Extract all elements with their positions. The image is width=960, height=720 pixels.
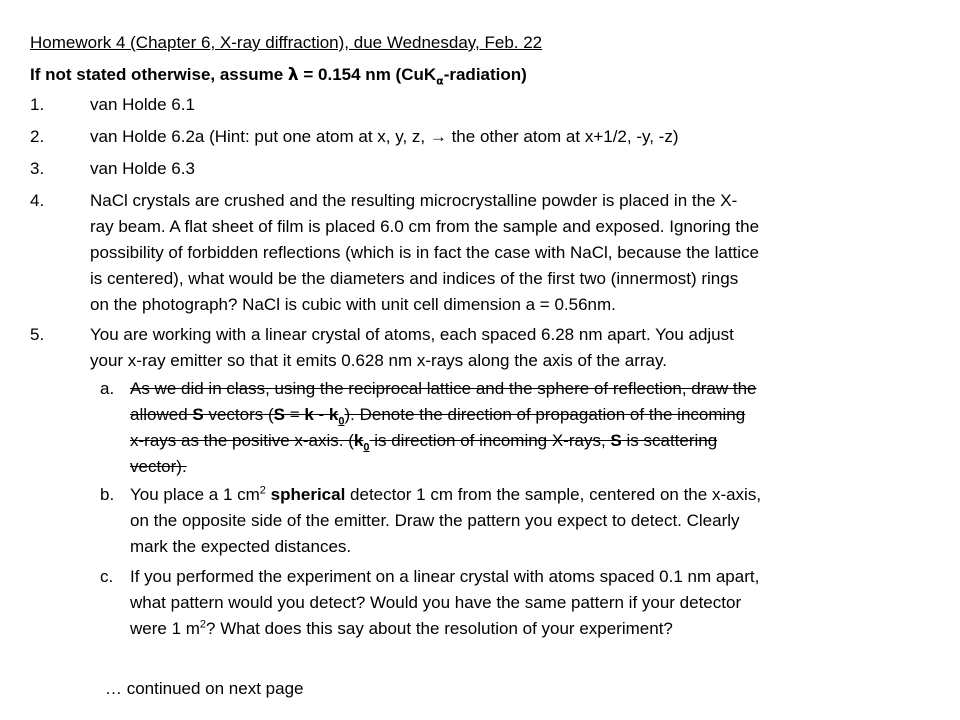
text-part: were 1 m: [130, 619, 200, 638]
list-item-2: [30, 124, 930, 150]
vector-k0: k: [353, 431, 364, 450]
list-item-4: [30, 188, 940, 318]
list-item-5: [30, 322, 940, 374]
subscript-zero: 0: [338, 415, 345, 428]
subitem-letter: b.: [100, 485, 115, 504]
text-part: is scattering: [621, 431, 718, 450]
text-part: ? What does this say about the resolution of your experiment?: [206, 619, 673, 638]
text-part: x-rays as the positive x-axis. (: [130, 431, 354, 450]
item-line: on the photograph? NaCl is cubic with unit cell dimension a = 0.56nm.: [90, 295, 616, 314]
assumption-suffix: -radiation): [443, 65, 527, 84]
text-part: ). Denote the direction of propagation of the incoming: [344, 405, 746, 424]
subitem-line: [130, 482, 761, 508]
lambda-symbol: λ: [287, 65, 299, 85]
item-line: You are working with a linear crystal of atoms, each spaced 6.28 nm apart. You adjust: [90, 325, 734, 344]
subitem-line: [130, 616, 759, 642]
item-text-part: van Holde 6.2a (Hint: put one atom at x, y, z,: [90, 127, 430, 146]
subitem-letter: a.: [100, 379, 115, 398]
subitem-line: vector).: [130, 457, 187, 476]
subitem-a: [100, 376, 940, 480]
item-line: ray beam. A flat sheet of film is placed 6.0 cm from the sample and exposed. Ignoring the: [90, 217, 760, 236]
subitem-text: [130, 564, 759, 642]
text-part: detector 1 cm from the sample, centered on the x-axis,: [345, 485, 762, 504]
list-item-1: [30, 92, 930, 118]
item-number: 1.: [30, 95, 45, 114]
subitem-line: mark the expected distances.: [130, 537, 352, 556]
item-number: 3.: [30, 159, 45, 178]
item-line: your x-ray emitter so that it emits 0.628 nm x-rays along the axis of the array.: [90, 351, 667, 370]
item-text: [90, 124, 679, 150]
superscript: 2: [199, 618, 207, 631]
vector-s: S: [192, 405, 204, 424]
emphasis: spherical: [270, 485, 346, 504]
assumption-prefix: If not stated otherwise, assume: [30, 65, 288, 84]
item-number: 4.: [30, 191, 45, 210]
subitem-line: As we did in class, using the reciprocal lattice and the sphere of reflection, draw the: [130, 379, 757, 398]
subitem-line: on the opposite side of the emitter. Draw the pattern you expect to detect. Clearly: [130, 511, 740, 530]
vector-s: S: [610, 431, 622, 450]
item-text: [90, 188, 759, 318]
subitem-line: what pattern would you detect? Would you have the same pattern if your detector: [130, 593, 742, 612]
assumption-line: [30, 62, 527, 88]
subitem-c: [100, 564, 940, 642]
superscript: 2: [259, 484, 266, 497]
text-part: =: [284, 405, 305, 424]
subitem-b: [100, 482, 940, 560]
subitem-line: [130, 428, 757, 454]
continued-note: … continued on next page: [105, 679, 304, 698]
item-line: NaCl crystals are crushed and the resulting microcrystalline powder is placed in the X-: [90, 191, 738, 210]
vector-s: S: [273, 405, 285, 424]
text-part: allowed: [130, 405, 193, 424]
item-text: van Holde 6.1: [90, 95, 195, 114]
text-part: is direction of incoming X-rays,: [369, 431, 611, 450]
assumption-middle: = 0.154 nm (CuK: [298, 65, 437, 84]
vector-k0: k: [328, 405, 339, 424]
text-part: -: [313, 405, 329, 424]
item-text: van Holde 6.3: [90, 159, 195, 178]
alpha-subscript: α: [436, 74, 444, 88]
item-text: [90, 322, 734, 374]
homework-title: Homework 4 (Chapter 6, X-ray diffraction), due Wednesday, Feb. 22: [30, 33, 543, 52]
text-part: vectors (: [203, 405, 274, 424]
item-line: is centered), what would be the diameters and indices of the first two (innermost) rings: [90, 269, 739, 288]
item-number: 2.: [30, 127, 45, 146]
text-part: You place a 1 cm: [130, 485, 260, 504]
item-number: 5.: [30, 325, 45, 344]
list-item-3: [30, 156, 930, 182]
arrow-right-icon: →: [429, 127, 447, 146]
subitem-text: [130, 376, 757, 480]
subscript-zero: 0: [363, 441, 370, 454]
item-line: possibility of forbidden reflections (which is in fact the case with NaCl, because the lattice: [90, 243, 759, 262]
subitem-letter: c.: [100, 567, 114, 586]
subitem-line: [130, 402, 757, 428]
item-text-part: the other atom at x+1/2, -y, -z): [446, 127, 679, 146]
subitem-line: If you performed the experiment on a linear crystal with atoms spaced 0.1 nm apart,: [130, 567, 760, 586]
subitem-text: [130, 482, 761, 560]
vector-k: k: [304, 405, 314, 424]
